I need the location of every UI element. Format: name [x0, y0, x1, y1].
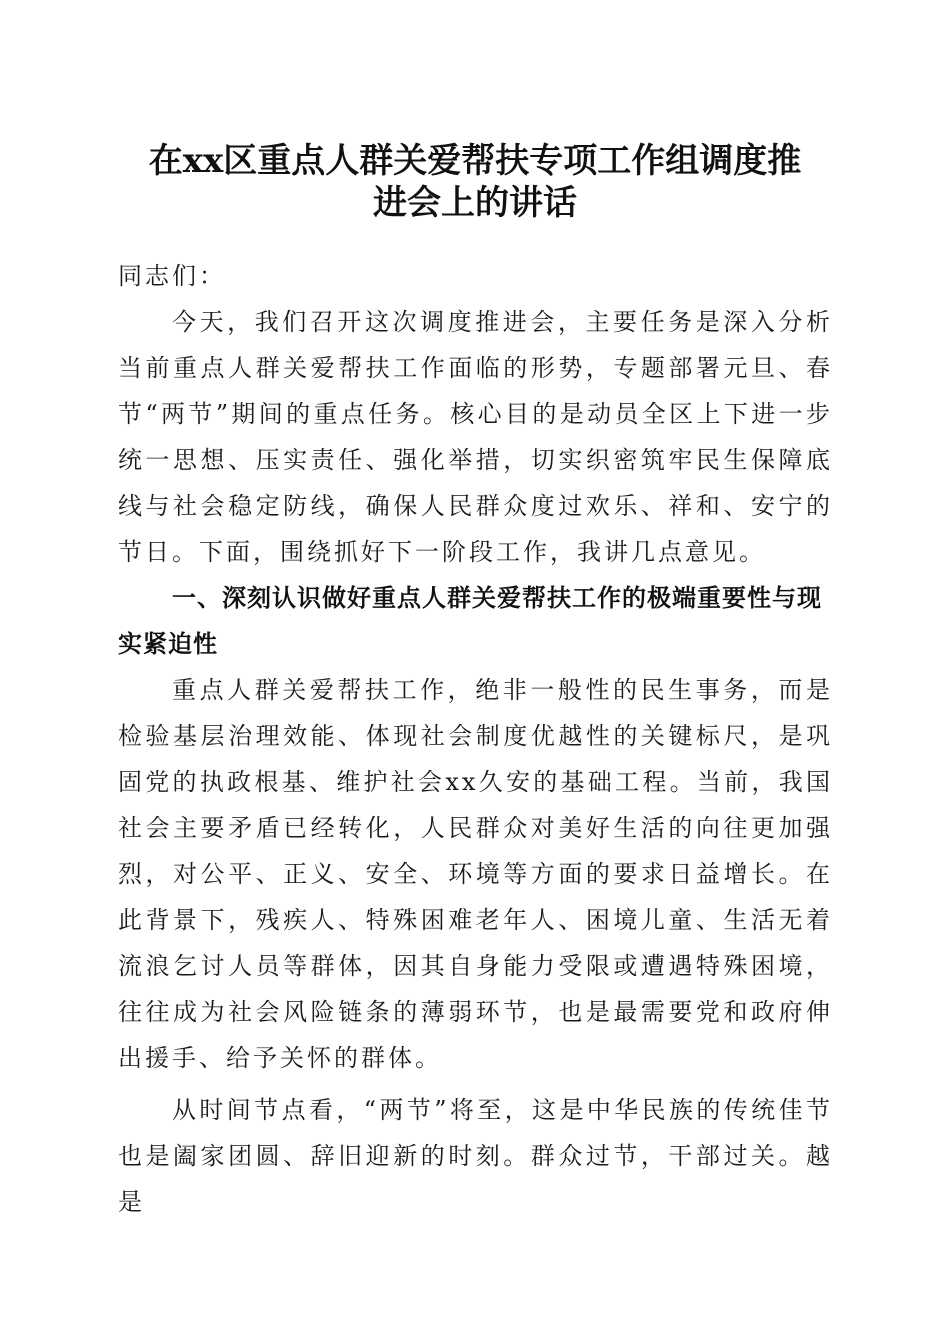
document-body	[118, 253, 833, 1225]
paragraph-importance: 重点人群关爱帮扶工作，绝非一般性的民生事务，而是检验基层治理效能、体现社会制度优越性的关键标尺，是巩固党的执政根基、维护社会xx久安的基础工程。当前，我国社会主要矛盾已经转化，人民群众对美好生活的向往更加强烈，对公平、正义、安全、环境等方面的要求日益增长。在此背景下，残疾人、特殊困难老年人、困境儿童、生活无着流浪乞讨人员等群体，因其自身能力受限或遭遇特殊困境，往往成为社会风险链条的薄弱环节，也是最需要党和政府伸出援手、给予关怀的群体。	[118, 676, 833, 1072]
title-line-1: 在xx区重点人群关爱帮扶专项工作组调度推	[148, 141, 802, 181]
document-title	[110, 140, 840, 224]
title-line-2: 进会上的讲话	[373, 183, 577, 223]
paragraph-intro: 今天，我们召开这次调度推进会，主要任务是深入分析当前重点人群关爱帮扶工作面临的形势，专题部署元旦、春节“两节”期间的重点任务。核心目的是动员全区上下进一步统一思想、压实责任、强化举措，切实织密筑牢民生保障底线与社会稳定防线，确保人民群众度过欢乐、祥和、安宁的节日。下面，围绕抓好下一阶段工作，我讲几点意见。	[118, 308, 833, 566]
paragraph-timing: 从时间节点看，“两节”将至，这是中华民族的传统佳节也是阖家团圆、辞旧迎新的时刻。群众过节，干部过关。越是	[118, 1096, 833, 1216]
section-heading-1: 一、深刻认识做好重点人群关爱帮扶工作的极端重要性与现实紧迫性	[118, 584, 822, 658]
salutation: 同志们：	[118, 262, 226, 290]
